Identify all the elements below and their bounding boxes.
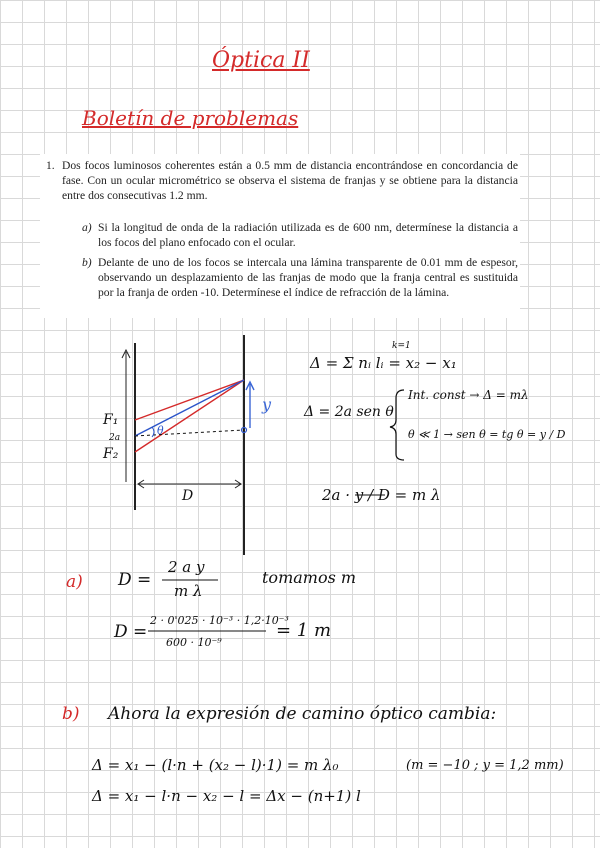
page-title: Óptica II [212, 48, 310, 73]
problem-text: Dos focos luminosos coherentes están a 0.5 mm de distancia encontrándose en concordancia de fase. Con un ocular micrométrico se observa el sistema de franjas y se obtiene para la distancia entre dos consecutivas 1.2 mm. [62, 159, 518, 202]
part-b-eq1: Δ = x₁ − (l·n + (x₂ − l)·1) = m λ₀ [92, 756, 339, 774]
part-a-numerator: 2 a y [168, 558, 205, 576]
cases-brace [390, 390, 404, 460]
part-b-text: Delante de uno de los focos se intercala una lámina transparente de 0.01 mm de espesor, observando un desplazamiento de las franjas de modo que la franja central es sustituida por la franja de orden -10. Determínese el índice de refracción de la lámina. [98, 256, 518, 299]
label-y: y [262, 395, 272, 414]
ray-red-top [135, 380, 244, 420]
label-2a: 2a [109, 433, 121, 443]
part-a-result: = 1 m [276, 620, 332, 641]
part-b-eq2: Δ = x₁ − l·n − x₂ − l = Δx − (n+1) l [92, 787, 361, 805]
part-a-label: a) [82, 221, 92, 234]
part-a-text: Si la longitud de onda de la radiación utilizada es de 600 nm, determínese la distancia a los focos del plano enfocado con el ocular. [98, 221, 518, 249]
eq-case-2: θ ≪ 1 → sen θ = tg θ = y / D [408, 428, 566, 441]
part-b-label: b) [82, 256, 92, 269]
part-a-calc-numerator: 2 · 0'025 · 10⁻³ · 1,2·10⁻³ [150, 614, 289, 627]
angle-arc [152, 427, 154, 437]
eq-case-1: Int. const → Δ = mλ [408, 388, 529, 402]
label-f2: F₂ [103, 446, 119, 462]
page-subtitle: Boletín de problemas [82, 106, 299, 130]
part-a-lhs: D = [118, 570, 152, 590]
ray-blue-center [135, 380, 244, 436]
eq-path-superscript: k=1 [392, 341, 411, 351]
ray-red-bottom [135, 380, 244, 452]
part-b-statement: Ahora la expresión de camino óptico cambia: [108, 704, 497, 724]
eq-fringe: 2a · y / D = m λ [322, 486, 441, 504]
part-a-calc-denominator: 600 · 10⁻⁹ [166, 636, 222, 649]
part-a-note: tomamos m [262, 568, 357, 587]
label-theta: θ [157, 424, 164, 437]
solution-a-label: a) [66, 572, 83, 592]
eq-delta-sin: Δ = 2a sen θ [304, 404, 394, 420]
label-f1: F₁ [103, 412, 119, 428]
eq-path-difference: Δ = Σ nᵢ lᵢ = x₂ − x₁ [310, 354, 457, 372]
part-a-d-equals: D = [114, 622, 148, 642]
axis-dashed-line [135, 430, 244, 436]
part-b-eq1-note: (m = −10 ; y = 1,2 mm) [406, 758, 564, 773]
problem-number: 1. [46, 159, 55, 172]
solution-b-label: b) [62, 704, 80, 724]
part-a-denominator: m λ [174, 582, 203, 600]
label-d: D [182, 488, 194, 504]
